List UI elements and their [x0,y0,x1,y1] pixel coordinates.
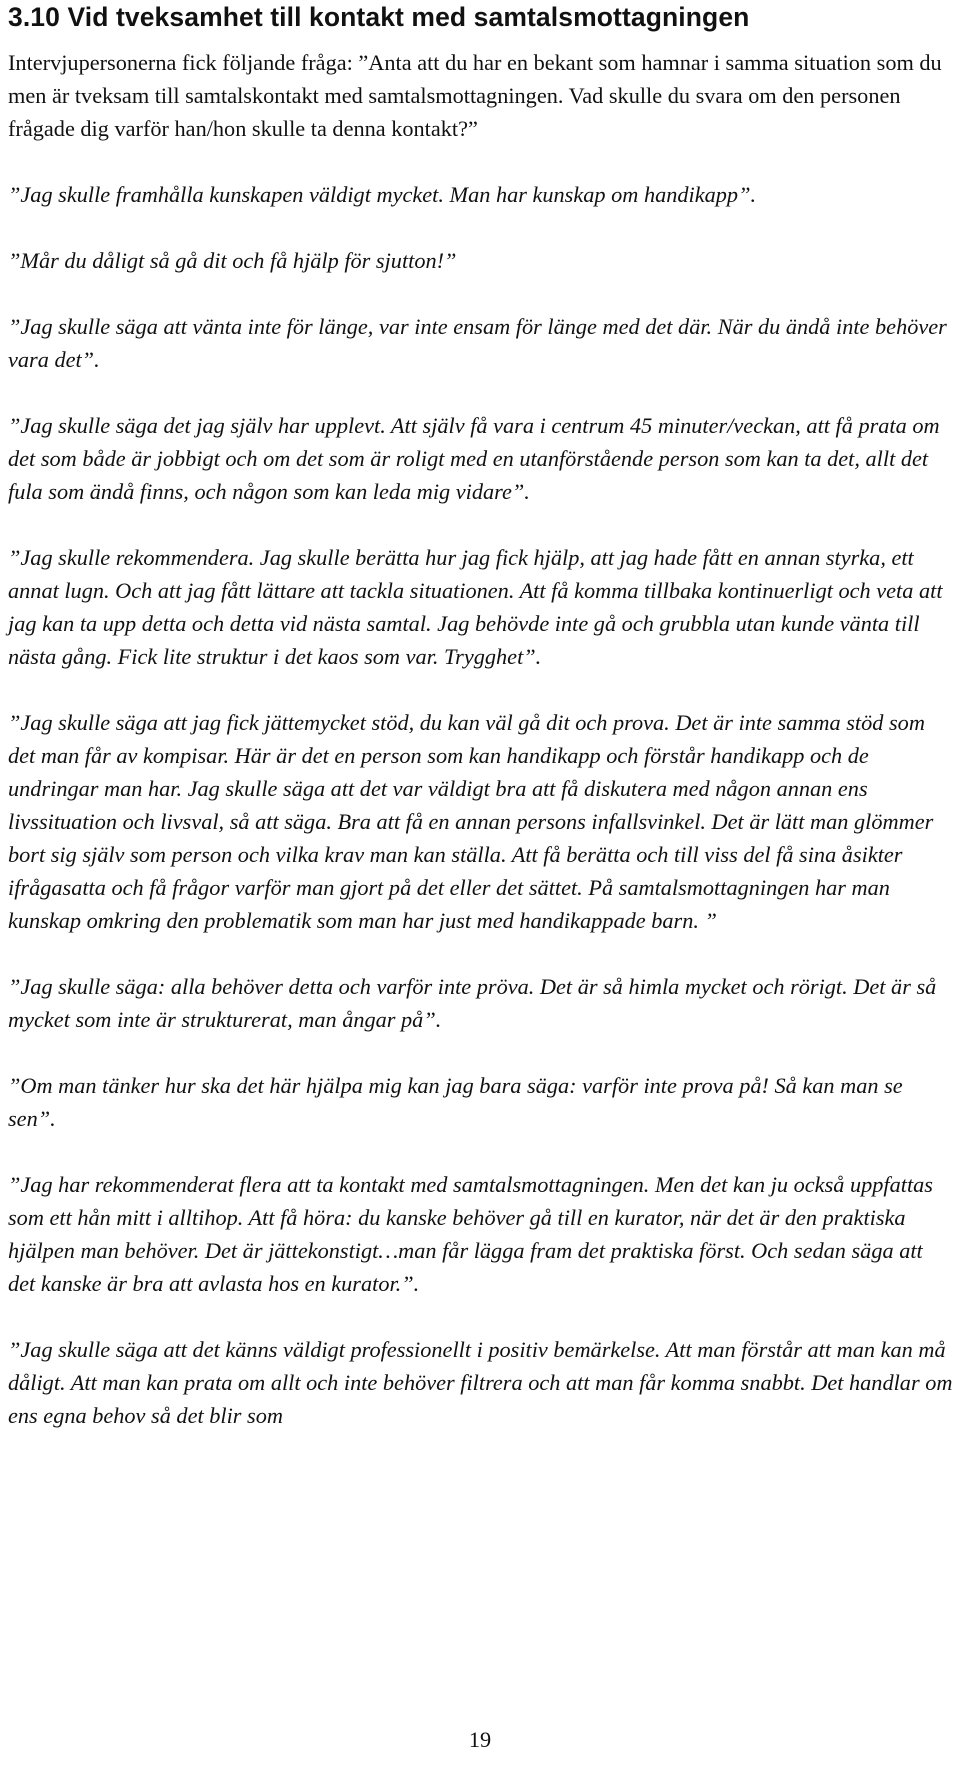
document-page [8,0,953,1767]
section-heading: 3.10 Vid tveksamhet till kontakt med samtalsmottagningen [8,2,750,32]
intro-paragraph: Intervjupersonerna fick följande fråga: ”Anta att du har en bekant som hamnar i samma situation som du men är tveksam till samtalskontakt med samtalsmottagningen. Vad skulle du svara om den personen frågade dig varför han/hon skulle ta denna kontakt?” [8,50,942,141]
quote-paragraph: ”Jag skulle säga: alla behöver detta och varför inte pröva. Det är så himla mycket och rörigt. Det är så mycket som inte är strukturerat, man ångar på”. [8,974,937,1032]
quote-paragraph: ”Jag skulle rekommendera. Jag skulle berätta hur jag fick hjälp, att jag hade fått en annan styrka, ett annat lugn. Och att jag fått lättare att tackla situationen. Att få komma tillbaka kontinuerligt och veta att jag kan ta upp detta och detta vid nästa samtal. Jag behövde inte gå och grubbla utan kunde vänta till nästa gång. Fick lite struktur i det kaos som var. Trygghet”. [8,545,943,669]
page-number: 19 [468,1727,492,1752]
quote-paragraph: ”Jag skulle säga att vänta inte för länge, var inte ensam för länge med det där. När du ändå inte behöver vara det”. [8,314,947,372]
quote-paragraph: ”Jag har rekommenderat flera att ta kontakt med samtalsmottagningen. Men det kan ju också uppfattas som ett hån mitt i alltihop. Att få höra: du kanske behöver gå till en kurator, när det är den praktiska hjälpen man behöver. Det är jättekonstigt…man får lägga fram det praktiska först. Och sedan säga att det kanske är bra att avlasta hos en kurator.”. [8,1172,933,1296]
quote-paragraph: ”Jag skulle säga det jag själv har upplevt. Att själv få vara i centrum 45 minuter/veckan, att få prata om det som både är jobbigt och om det som är roligt med en utanförstående person som kan ta det, allt det fula som ändå finns, och någon som kan leda mig vidare”. [8,413,940,504]
quote-paragraph: ”Mår du dåligt så gå dit och få hjälp för sjutton!” [8,248,457,273]
quote-paragraph: ”Om man tänker hur ska det här hjälpa mig kan jag bara säga: varför inte prova på! Så kan man se sen”. [8,1073,903,1131]
quote-paragraph: ”Jag skulle säga att jag fick jättemycket stöd, du kan väl gå dit och prova. Det är inte samma stöd som det man får av kompisar. Här är det en person som kan handikapp och förstår handikapp och de undringar man har. Jag skulle säga att det var väldigt bra att få diskutera med någon annan ens livssituation och livsval, så att säga. Bra att få en annan persons infallsvinkel. Det är lätt man glömmer bort sig själv som person och vilka krav man kan ställa. Att få berätta och till viss del få sina åsikter ifrågasatta och få frågor varför man gjort på det eller det sättet. På samtalsmottagningen har man kunskap omkring den problematik som man har just med handikappade barn. ” [8,710,934,933]
quote-paragraph: ”Jag skulle säga att det känns väldigt professionellt i positiv bemärkelse. Att man förstår att man kan må dåligt. Att man kan prata om allt och inte behöver filtrera och att man får komma snabbt. Det handlar om ens egna behov så det blir som [8,1337,953,1428]
quote-paragraph: ”Jag skulle framhålla kunskapen väldigt mycket. Man har kunskap om handikapp”. [8,182,757,207]
